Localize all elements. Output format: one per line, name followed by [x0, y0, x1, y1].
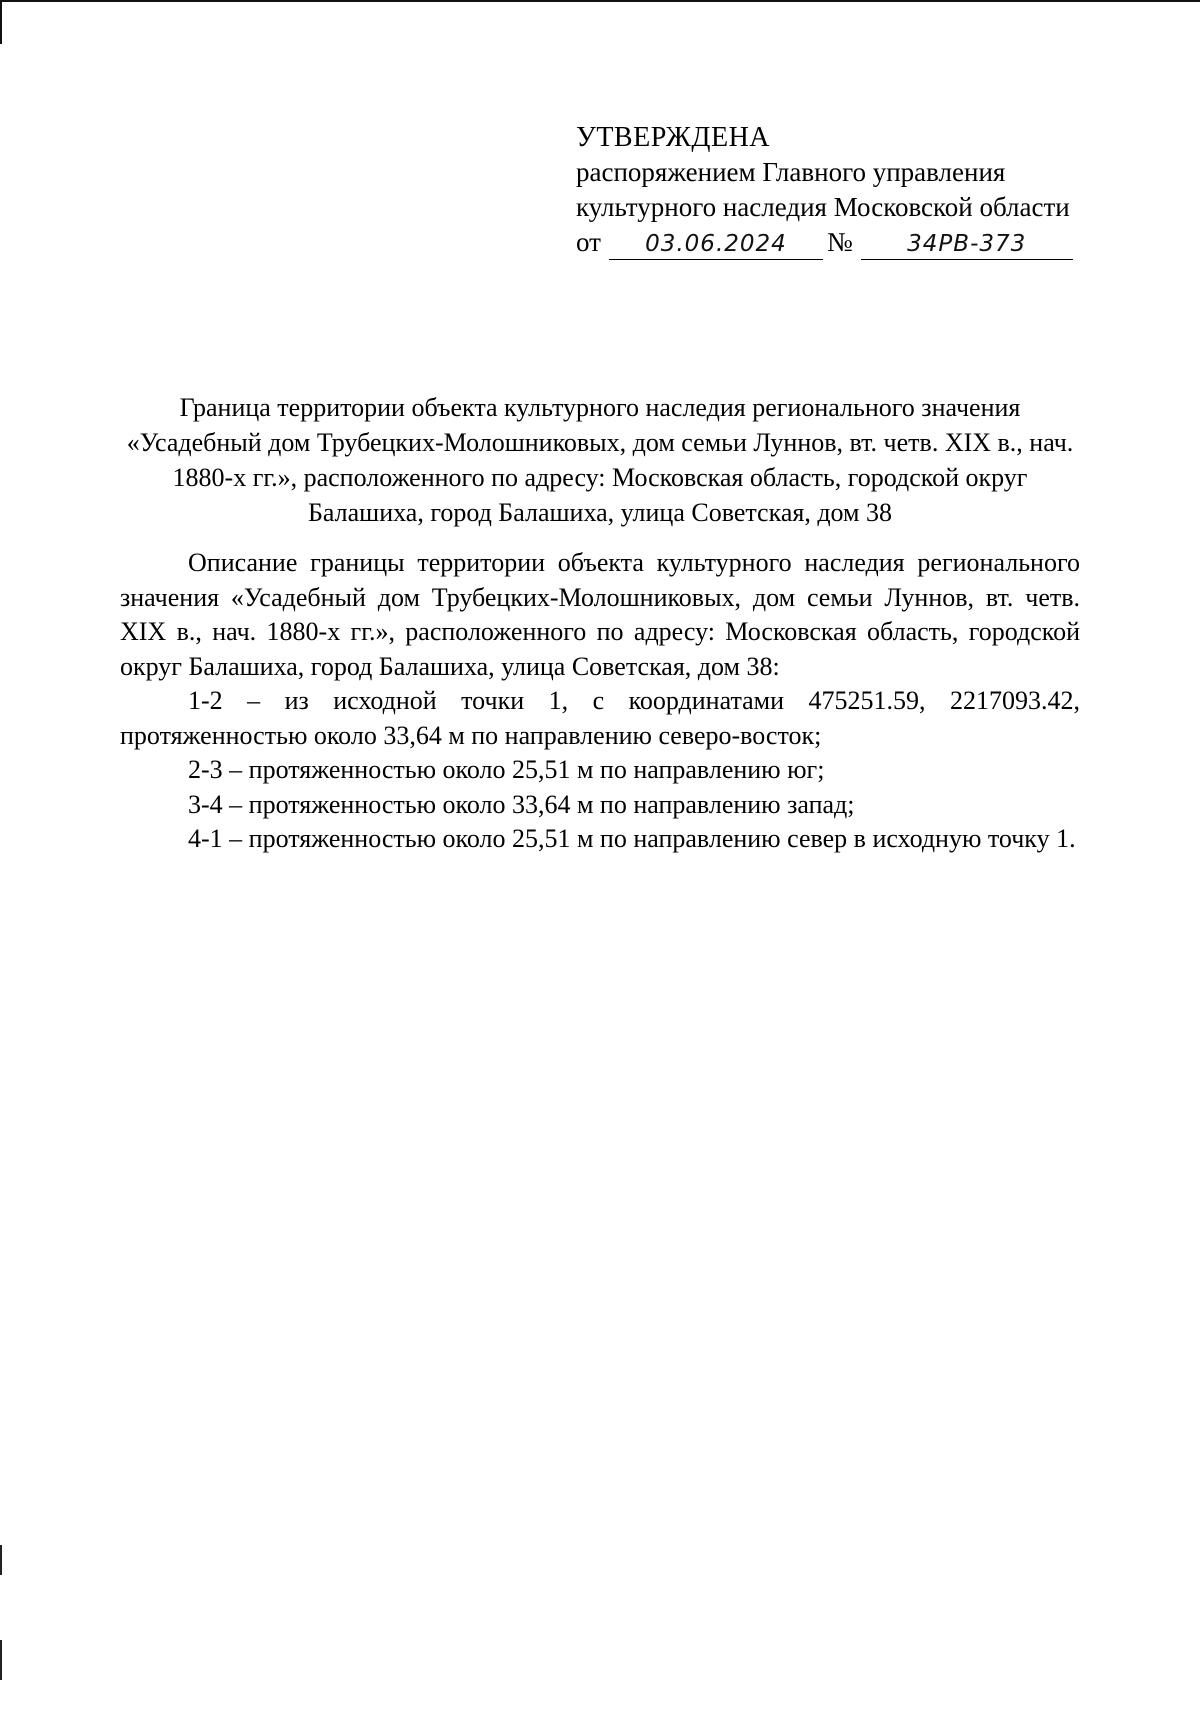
handwritten-number: 34РВ-373 [861, 229, 1073, 260]
boundary-description-intro: Описание границы территории объекта культурного наследия регионального значения «Усадебный дом Трубецких-Молошниковых, дом семьи Луннов, вт. четв. XIX в., нач. 1880-х гг.», расположенного по адресу: Московская область, городской округ Балашиха, город Балашиха, улица Советская, дом 38: [120, 548, 1080, 681]
document-body [120, 546, 1080, 857]
approval-date-number-line [576, 225, 1116, 260]
handwritten-date: 03.06.2024 [609, 229, 823, 260]
scan-left-mark [0, 1545, 2, 1575]
scan-top-edge [0, 0, 1200, 2]
approval-heading: УТВЕРЖДЕНА [576, 122, 771, 153]
approval-stamp-block [576, 120, 1116, 260]
approval-line-1: распоряжением Главного управления [576, 157, 1006, 187]
boundary-segment: 3-4 – протяженностью около 33,64 м по направлению запад; [188, 789, 855, 819]
date-prefix: от [576, 227, 601, 257]
number-sign: № [826, 227, 853, 257]
boundary-segment: 1-2 – из исходной точки 1, с координатами 475251.59, 2217093.42, протяженностью около 33,64 м по направлению северо-восток; [120, 686, 1080, 750]
boundary-segment: 2-3 – протяженностью около 25,51 м по направлению юг; [188, 755, 825, 784]
scan-left-mark [0, 1640, 2, 1680]
scan-left-edge [0, 0, 2, 44]
document-title: Граница территории объекта культурного наследия регионального значения «Усадебный дом Трубецких-Молошниковых, дом семьи Луннов, вт. четв. XIX в., нач. 1880-х гг.», расположенного по адресу: Московская область, городской округ Балашиха, город Балашиха, улица Советская, дом 38 [126, 393, 1074, 527]
boundary-segment: 4-1 – протяженностью около 25,51 м по направлению север в исходную точку 1. [188, 824, 1076, 853]
approval-line-2: культурного наследия Московской области [576, 192, 1070, 222]
